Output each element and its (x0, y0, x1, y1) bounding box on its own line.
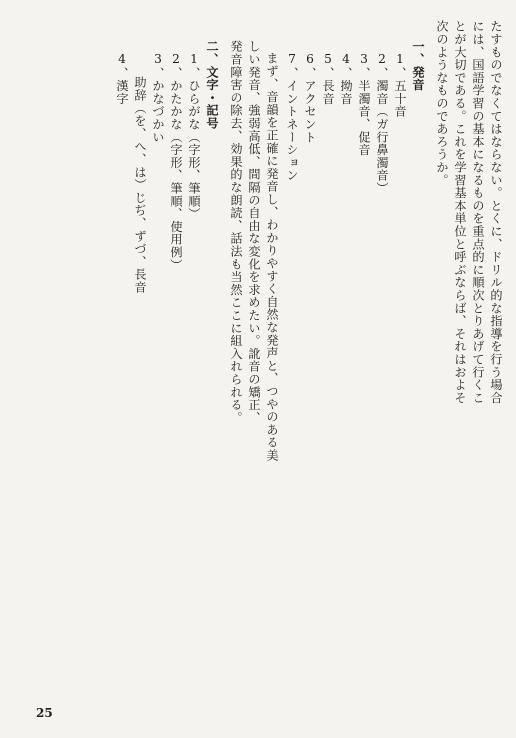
page-number: 25 (36, 706, 53, 720)
paragraph-line: とが大切である。これを学習基本単位と呼ぶならば、それはおよそ (453, 20, 467, 404)
section-title: 二、文字・記号 (205, 40, 219, 130)
list-item: 6、アクセント (303, 52, 317, 144)
paragraph-line: まず、音韻を正確に発音し、わかりやすく自然な発声と、つやのある美 (265, 52, 279, 462)
list-item: 3、半濁音、促音 (357, 52, 371, 157)
section-title: 一、発音 (411, 40, 425, 92)
list-item: 2、かたかな（字形、筆順、使用例） (169, 52, 183, 272)
list-item: 3、かなづかい (151, 52, 165, 144)
list-item: 5、長音 (321, 52, 335, 105)
left-half-spacer (0, 0, 110, 700)
paragraph-line: 次のようなものであろうか。 (435, 20, 449, 187)
list-item: 4、漢字 (115, 52, 129, 105)
list-item: 7、イントネーション (285, 52, 299, 182)
list-item: 1、五十音 (393, 52, 407, 118)
list-item: 2、濁音（ガ行鼻濁音） (375, 52, 389, 195)
paragraph-line: には、国語学習の基本になるものを重点的に順次とりあげて行くこ (471, 20, 485, 404)
paragraph-line: しい発音、強弱高低、間隔の自由な変化を求めたい。訛音の矯正、 (247, 40, 261, 424)
list-item: 4、拗音 (339, 52, 353, 105)
list-item: 1、ひらがな（字形、筆順） (187, 52, 201, 221)
paragraph-line: 発音障害の除去、効果的な朗読、話法も当然ここに組入れられる。 (229, 40, 243, 424)
list-item: 助辞（を、へ、は）じぢ、ずづ、長音 (133, 76, 147, 294)
paragraph-line: たすものでなくてはならない。とくに、ドリル的な指導を行う場合 (489, 20, 503, 404)
